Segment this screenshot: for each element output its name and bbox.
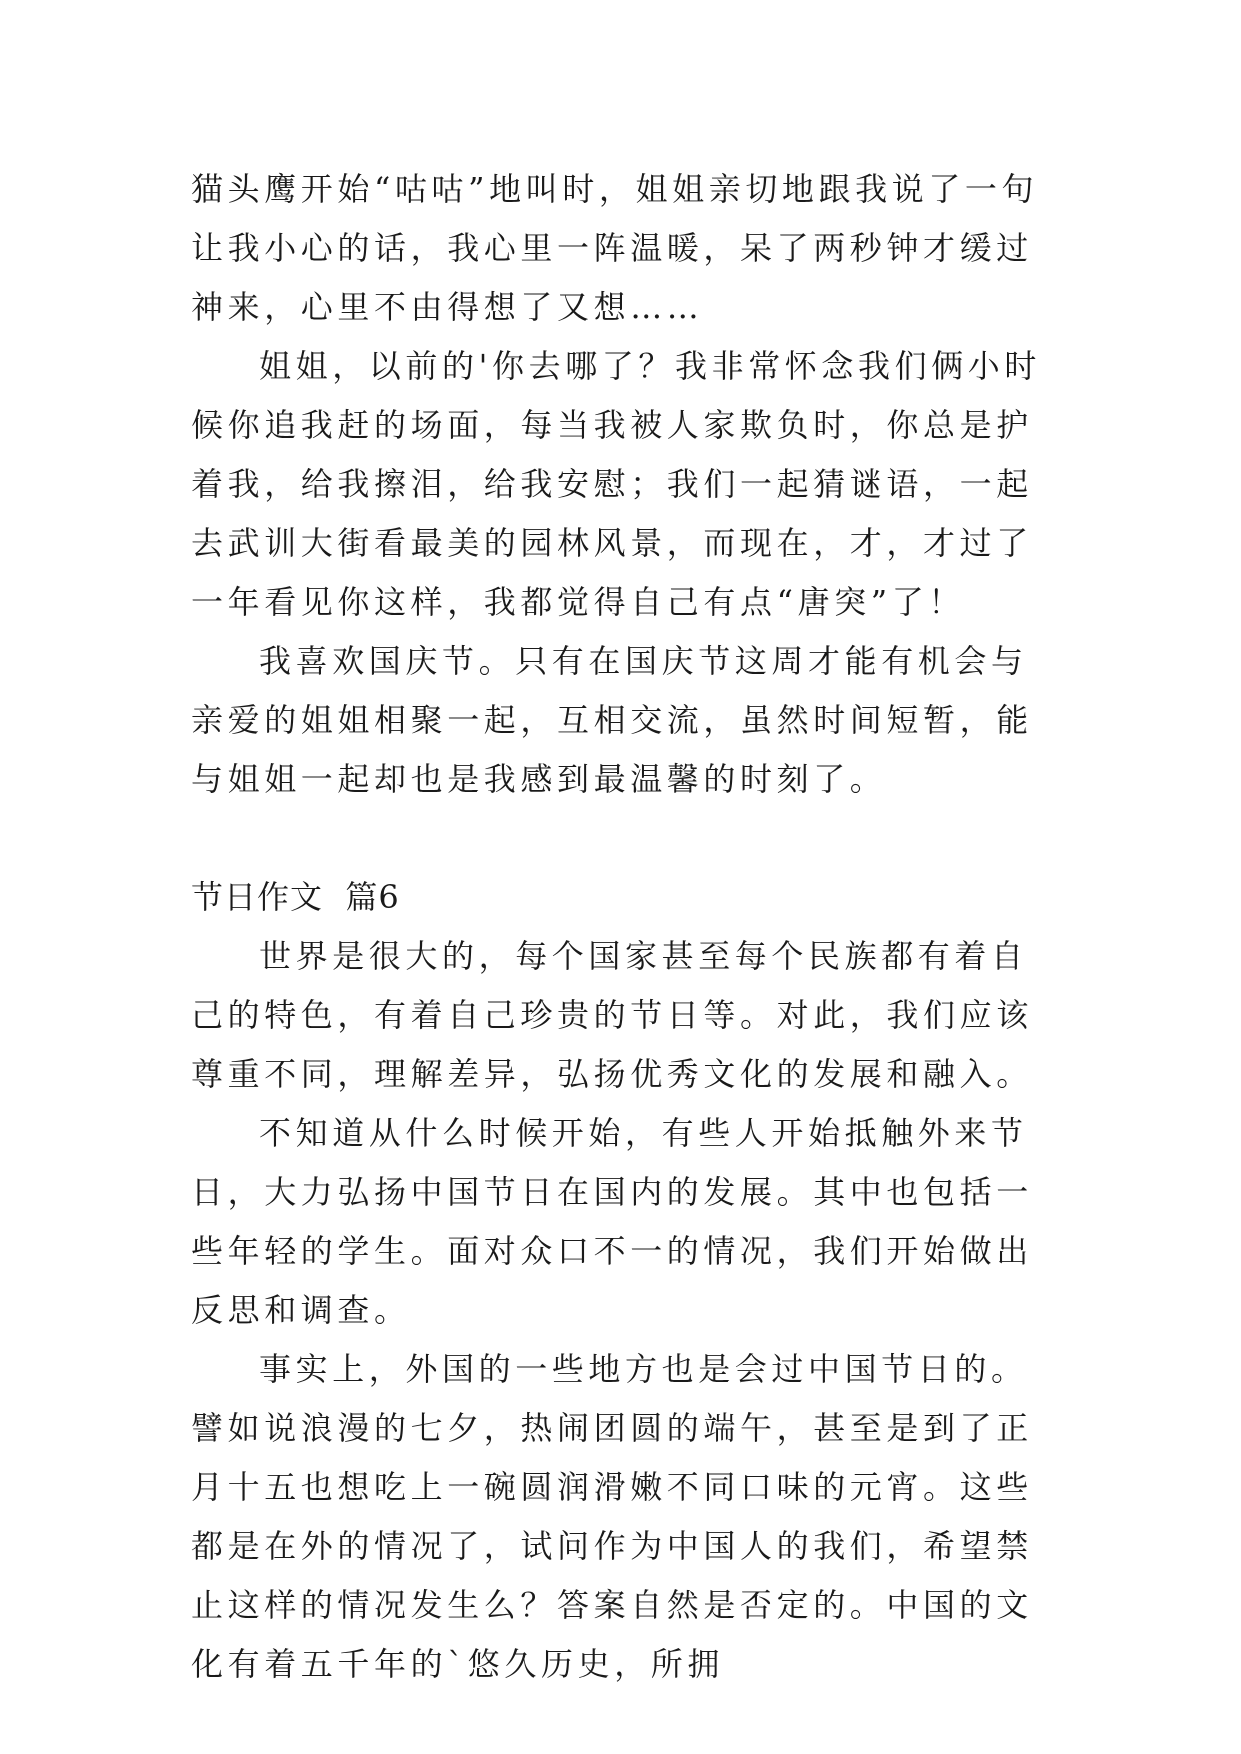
- paragraph-national-day: 我喜欢国庆节。只有在国庆节这周才能有机会与亲爱的姐姐相聚一起，互相交流，虽然时间短暂，能与姐姐一起却也是我感到最温馨的时刻了。: [191, 642, 1033, 798]
- section-heading: 节日作文 篇6: [191, 878, 400, 916]
- paragraph-continuation: 猫头鹰开始“咕咕”地叫时，姐姐亲切地跟我说了一句让我小心的话，我心里一阵温暖，呆了两秒钟才缓过神来，心里不由得想了又想……: [191, 170, 1039, 326]
- paragraph-sister-memories: 姐姐，以前的'你去哪了？我非常怀念我们俩小时候你追我赶的场面，每当我被人家欺负时，你总是护着我，给我擦泪，给我安慰；我们一起猜谜语，一起去武训大街看最美的园林风景，而现在，才，才过了一年看见你这样，我都觉得自己有点“唐突”了！: [191, 347, 1041, 621]
- paragraph-chinese-festivals-abroad: 事实上，外国的一些地方也是会过中国节日的。譬如说浪漫的七夕，热闹团圆的端午，甚至是到了正月十五也想吃上一碗圆润滑嫩不同口味的元宵。这些都是在外的情况了，试问作为中国人的我们，希望禁止这样的情况发生么？答案自然是否定的。中国的文化有着五千年的`悠久历史，所拥: [191, 1350, 1033, 1683]
- paragraph-world-cultures: 世界是很大的，每个国家甚至每个民族都有着自己的特色，有着自己珍贵的节日等。对此，我们应该尊重不同，理解差异，弘扬优秀文化的发展和融入。: [191, 937, 1033, 1093]
- document-body: [191, 160, 1051, 1694]
- paragraph-foreign-festivals: 不知道从什么时候开始，有些人开始抵触外来节日，大力弘扬中国节日在国内的发展。其中也包括一些年轻的学生。面对众口不一的情况，我们开始做出反思和调查。: [191, 1114, 1033, 1329]
